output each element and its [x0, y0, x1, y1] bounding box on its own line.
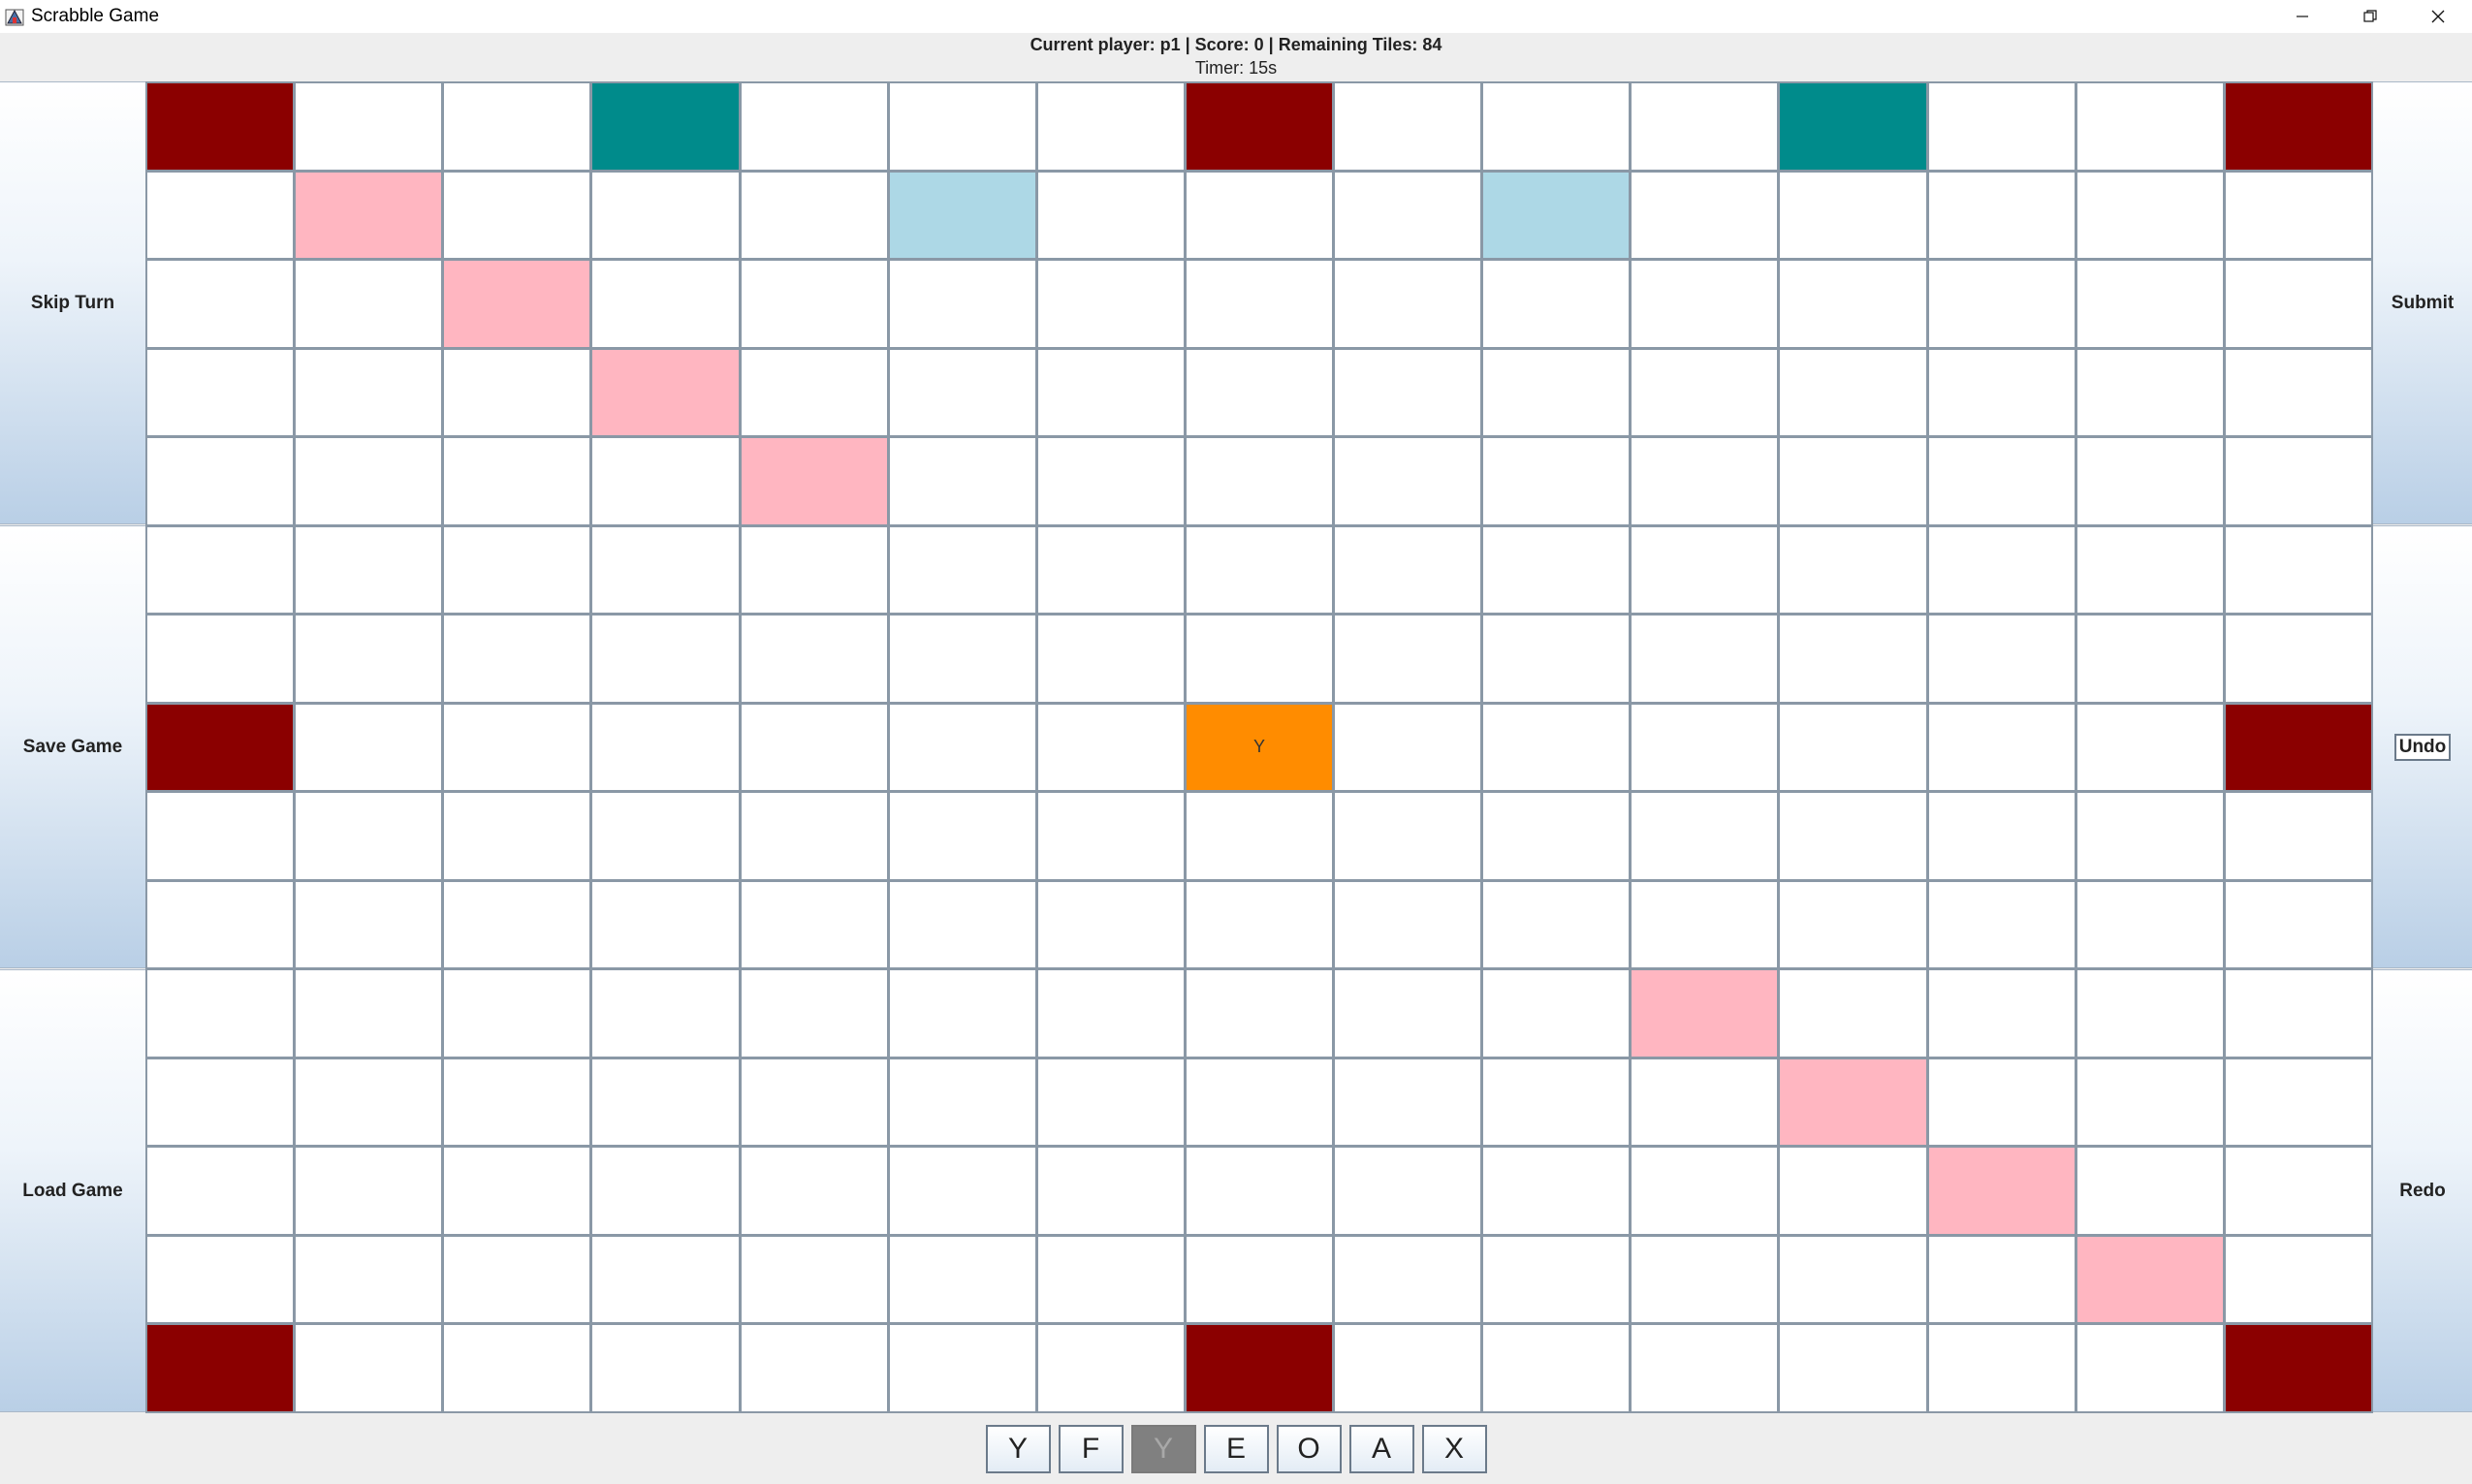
board-cell[interactable]: [1929, 173, 2075, 259]
board-cell[interactable]: [890, 350, 1035, 436]
board-cell[interactable]: [1483, 350, 1629, 436]
board-cell[interactable]: [2077, 616, 2223, 702]
board-cell[interactable]: [1780, 705, 1925, 791]
board-cell[interactable]: [890, 882, 1035, 968]
board-cell[interactable]: [296, 1325, 441, 1411]
triple-word-square[interactable]: [2226, 705, 2371, 791]
board-cell[interactable]: [1483, 1059, 1629, 1146]
undo-button[interactable]: [2373, 525, 2472, 968]
double-word-square[interactable]: [296, 173, 441, 259]
board-cell[interactable]: [296, 1148, 441, 1234]
board-cell[interactable]: [1187, 350, 1332, 436]
placed-tile[interactable]: Y: [1187, 705, 1332, 791]
load-game-button[interactable]: Load Game: [0, 969, 145, 1412]
double-word-square[interactable]: [1632, 970, 1777, 1057]
board-cell[interactable]: [1038, 1325, 1184, 1411]
board-cell[interactable]: [592, 527, 738, 614]
rack-tile[interactable]: A: [1349, 1425, 1414, 1473]
board-cell[interactable]: [890, 616, 1035, 702]
board-cell[interactable]: [1483, 793, 1629, 879]
board-cell[interactable]: [2226, 616, 2371, 702]
board-cell[interactable]: [1632, 882, 1777, 968]
timer-label: Timer: 15s: [1194, 58, 1278, 78]
board-cell[interactable]: [742, 1148, 887, 1234]
board-cell[interactable]: [1483, 1148, 1629, 1234]
rack-tile[interactable]: Y: [986, 1425, 1051, 1473]
board-cell[interactable]: [296, 438, 441, 524]
board-cell[interactable]: [296, 616, 441, 702]
triple-word-square[interactable]: [1187, 83, 1332, 170]
tile-rack: [0, 1413, 2472, 1484]
double-word-square[interactable]: [1929, 1148, 2075, 1234]
board-cell[interactable]: [1929, 1325, 2075, 1411]
left-button-panel: [0, 81, 145, 1413]
double-word-square[interactable]: [742, 438, 887, 524]
board-cell[interactable]: [890, 261, 1035, 347]
board-cell[interactable]: [890, 438, 1035, 524]
board-cell[interactable]: [1780, 616, 1925, 702]
board-cell[interactable]: [1780, 970, 1925, 1057]
board-cell[interactable]: [2077, 1148, 2223, 1234]
board-cell[interactable]: [1632, 705, 1777, 791]
board-cell[interactable]: [296, 1059, 441, 1146]
board-cell[interactable]: [2226, 1148, 2371, 1234]
board-cell[interactable]: [147, 882, 293, 968]
board-cell[interactable]: [1632, 350, 1777, 436]
board-cell[interactable]: [2077, 438, 2223, 524]
board-cell[interactable]: [1780, 261, 1925, 347]
redo-button[interactable]: Redo: [2373, 969, 2472, 1412]
board-cell[interactable]: [444, 705, 589, 791]
board-cell[interactable]: [592, 261, 738, 347]
rack-tile[interactable]: E: [1204, 1425, 1269, 1473]
board-cell[interactable]: [1038, 1059, 1184, 1146]
board-cell[interactable]: [592, 705, 738, 791]
minimize-icon: [2295, 9, 2310, 24]
board-cell[interactable]: [1632, 1237, 1777, 1323]
board-cell[interactable]: [592, 438, 738, 524]
board-cell[interactable]: [147, 793, 293, 879]
triple-word-square[interactable]: [2226, 1325, 2371, 1411]
board-cell[interactable]: [1929, 970, 2075, 1057]
board-cell[interactable]: [1038, 616, 1184, 702]
board-cell[interactable]: [1780, 882, 1925, 968]
board-cell[interactable]: [1038, 350, 1184, 436]
board-cell[interactable]: [1335, 438, 1480, 524]
board-cell[interactable]: [1780, 1237, 1925, 1323]
board-cell[interactable]: [742, 350, 887, 436]
board-cell[interactable]: [1038, 1237, 1184, 1323]
board-cell[interactable]: [742, 173, 887, 259]
board-cell[interactable]: [592, 793, 738, 879]
board-cell[interactable]: [1780, 1148, 1925, 1234]
board-cell[interactable]: [2077, 1325, 2223, 1411]
undo-button-label: Undo: [2394, 734, 2452, 761]
board-cell[interactable]: [890, 1237, 1035, 1323]
board-cell[interactable]: [296, 350, 441, 436]
restore-icon: [2362, 9, 2378, 24]
board-cell[interactable]: [1335, 705, 1480, 791]
board-cell[interactable]: [890, 793, 1035, 879]
board-cell[interactable]: [1038, 793, 1184, 879]
board-cell[interactable]: [742, 882, 887, 968]
board-cell[interactable]: [1335, 1148, 1480, 1234]
board-cell[interactable]: [742, 793, 887, 879]
board-cell[interactable]: [1187, 527, 1332, 614]
rack-tile[interactable]: O: [1277, 1425, 1342, 1473]
board-cell[interactable]: [742, 1325, 887, 1411]
board-cell[interactable]: [296, 1237, 441, 1323]
board-cell[interactable]: [1335, 1059, 1480, 1146]
board-cell[interactable]: [1187, 1059, 1332, 1146]
board-cell[interactable]: [147, 261, 293, 347]
game-board: [145, 81, 2373, 1413]
double-word-square[interactable]: [592, 350, 738, 436]
board-cell[interactable]: [592, 1325, 738, 1411]
board-cell[interactable]: [890, 705, 1035, 791]
board-cell[interactable]: [444, 438, 589, 524]
window-title: Scrabble Game: [31, 6, 160, 26]
board-cell[interactable]: [1483, 527, 1629, 614]
board-cell[interactable]: [444, 882, 589, 968]
board-cell[interactable]: [1929, 705, 2075, 791]
board-cell[interactable]: [147, 616, 293, 702]
minimize-button[interactable]: [2268, 0, 2336, 33]
double-letter-square[interactable]: [890, 173, 1035, 259]
board-cell[interactable]: [1335, 882, 1480, 968]
board-cell[interactable]: [1335, 83, 1480, 170]
board-cell[interactable]: [2077, 83, 2223, 170]
board-cell[interactable]: [890, 1148, 1035, 1234]
board-cell[interactable]: [1483, 882, 1629, 968]
board-cell[interactable]: [1038, 705, 1184, 791]
board-cell[interactable]: [1187, 970, 1332, 1057]
board-cell[interactable]: [1335, 1237, 1480, 1323]
board-cell[interactable]: [296, 882, 441, 968]
board-cell[interactable]: [2226, 1059, 2371, 1146]
board-cell[interactable]: [1483, 705, 1629, 791]
board-cell[interactable]: [1187, 1148, 1332, 1234]
board-cell[interactable]: [1780, 527, 1925, 614]
title-bar: [0, 0, 2472, 33]
board-cell[interactable]: [1038, 438, 1184, 524]
board-cell[interactable]: [2226, 793, 2371, 879]
board-cell[interactable]: [444, 616, 589, 702]
board-cell[interactable]: [2226, 350, 2371, 436]
board-cell[interactable]: [1632, 616, 1777, 702]
board-cell[interactable]: [2226, 1237, 2371, 1323]
board-cell[interactable]: [296, 705, 441, 791]
board-cell[interactable]: [1632, 173, 1777, 259]
board-cell[interactable]: [1335, 616, 1480, 702]
board-cell[interactable]: [1483, 438, 1629, 524]
board-cell[interactable]: [2077, 1059, 2223, 1146]
board-cell[interactable]: [742, 83, 887, 170]
board-cell[interactable]: [890, 1059, 1035, 1146]
board-cell[interactable]: [444, 1148, 589, 1234]
board-cell[interactable]: [592, 173, 738, 259]
triple-word-square[interactable]: [2226, 83, 2371, 170]
board-cell[interactable]: [1483, 970, 1629, 1057]
status-area: [0, 33, 2472, 81]
board-cell[interactable]: [1929, 793, 2075, 879]
board-cell[interactable]: [1483, 1325, 1629, 1411]
board-cell[interactable]: [742, 616, 887, 702]
board-cell[interactable]: [147, 970, 293, 1057]
submit-button[interactable]: Submit: [2373, 81, 2472, 524]
board-cell[interactable]: [1335, 1325, 1480, 1411]
board-cell[interactable]: [1780, 438, 1925, 524]
board-cell[interactable]: [1335, 173, 1480, 259]
board-cell[interactable]: [742, 1059, 887, 1146]
board-cell[interactable]: [2077, 970, 2223, 1057]
board-cell[interactable]: [1187, 173, 1332, 259]
board-cell[interactable]: [1187, 438, 1332, 524]
board-cell[interactable]: [890, 970, 1035, 1057]
board-cell[interactable]: [890, 527, 1035, 614]
right-button-panel: [2373, 81, 2472, 1413]
status-line: Current player: p1 | Score: 0 | Remaining Tiles: 84: [1030, 35, 1442, 54]
board-cell[interactable]: [444, 83, 589, 170]
double-word-square[interactable]: [2077, 1237, 2223, 1323]
board-cell[interactable]: [1187, 261, 1332, 347]
board-cell[interactable]: [742, 261, 887, 347]
board-cell[interactable]: [1632, 1325, 1777, 1411]
board-cell[interactable]: [444, 1059, 589, 1146]
board-cell[interactable]: [444, 350, 589, 436]
rack-tile[interactable]: X: [1422, 1425, 1487, 1473]
board-cell[interactable]: [1632, 438, 1777, 524]
board-cell[interactable]: [1632, 1148, 1777, 1234]
board-cell[interactable]: [1038, 882, 1184, 968]
board-cell[interactable]: [592, 616, 738, 702]
board-cell[interactable]: [1632, 261, 1777, 347]
board-cell[interactable]: [444, 527, 589, 614]
board-cell[interactable]: [1780, 1325, 1925, 1411]
board-cell[interactable]: [1929, 882, 2075, 968]
board-cell[interactable]: [742, 1237, 887, 1323]
triple-word-square[interactable]: [147, 1325, 293, 1411]
board-cell[interactable]: [2077, 793, 2223, 879]
board-cell[interactable]: [2077, 350, 2223, 436]
board-cell[interactable]: [1038, 970, 1184, 1057]
board-cell[interactable]: [2077, 882, 2223, 968]
board-cell[interactable]: [296, 261, 441, 347]
rack-tile[interactable]: Y: [1131, 1425, 1196, 1473]
board-cell[interactable]: [890, 1325, 1035, 1411]
board-cell[interactable]: [1483, 616, 1629, 702]
board-cell[interactable]: [444, 793, 589, 879]
skip-turn-button[interactable]: Skip Turn: [0, 81, 145, 524]
board-cell[interactable]: [1632, 83, 1777, 170]
board-cell[interactable]: [1929, 438, 2075, 524]
board-cell[interactable]: [444, 970, 589, 1057]
board-cell[interactable]: [1483, 83, 1629, 170]
board-cell[interactable]: [2226, 527, 2371, 614]
board-cell[interactable]: [1632, 793, 1777, 879]
board-cell[interactable]: [1187, 1237, 1332, 1323]
board-cell[interactable]: [742, 705, 887, 791]
triple-letter-square[interactable]: [592, 83, 738, 170]
double-letter-square[interactable]: [1483, 173, 1629, 259]
board-cell[interactable]: [2226, 438, 2371, 524]
board-cell[interactable]: [742, 527, 887, 614]
triple-word-square[interactable]: [147, 83, 293, 170]
scrabble-app-icon: [4, 6, 25, 27]
board-cell[interactable]: [1038, 83, 1184, 170]
board-cell[interactable]: [1929, 616, 2075, 702]
board-cell[interactable]: [444, 1325, 589, 1411]
board-cell[interactable]: [296, 970, 441, 1057]
board-cell[interactable]: [1335, 793, 1480, 879]
board-cell[interactable]: [742, 970, 887, 1057]
double-word-square[interactable]: [444, 261, 589, 347]
board-cell[interactable]: [1929, 350, 2075, 436]
close-button[interactable]: [2404, 0, 2472, 33]
board-cell[interactable]: [1780, 350, 1925, 436]
board-cell[interactable]: [1187, 793, 1332, 879]
board-cell[interactable]: [1929, 83, 2075, 170]
board-cell[interactable]: [1632, 1059, 1777, 1146]
board-cell[interactable]: [1929, 261, 2075, 347]
board-cell[interactable]: [2077, 527, 2223, 614]
board-cell[interactable]: [1038, 173, 1184, 259]
rack-tile[interactable]: F: [1059, 1425, 1124, 1473]
save-game-button[interactable]: Save Game: [0, 525, 145, 968]
board-cell[interactable]: [592, 1148, 738, 1234]
board-cell[interactable]: [1187, 616, 1332, 702]
board-cell[interactable]: [1038, 261, 1184, 347]
board-cell[interactable]: [1929, 1237, 2075, 1323]
board-cell[interactable]: [1483, 1237, 1629, 1323]
board-cell[interactable]: [1335, 350, 1480, 436]
board-cell[interactable]: [147, 1148, 293, 1234]
board-cell[interactable]: [2226, 173, 2371, 259]
triple-letter-square[interactable]: [1780, 83, 1925, 170]
board-cell[interactable]: [592, 1237, 738, 1323]
board-cell[interactable]: [147, 527, 293, 614]
board-cell[interactable]: [592, 882, 738, 968]
board-cell[interactable]: [1780, 793, 1925, 879]
board-cell[interactable]: [1335, 527, 1480, 614]
board-cell[interactable]: [147, 1059, 293, 1146]
board-cell[interactable]: [1187, 882, 1332, 968]
board-cell[interactable]: [296, 527, 441, 614]
board-cell[interactable]: [2226, 970, 2371, 1057]
board-cell[interactable]: [147, 438, 293, 524]
board-cell[interactable]: [296, 83, 441, 170]
board-cell[interactable]: [1335, 261, 1480, 347]
maximize-button[interactable]: [2336, 0, 2404, 33]
board-cell[interactable]: [592, 1059, 738, 1146]
board-cell[interactable]: [1335, 970, 1480, 1057]
board-cell[interactable]: [2077, 261, 2223, 347]
board-cell[interactable]: [444, 173, 589, 259]
board-cell[interactable]: [1038, 1148, 1184, 1234]
triple-word-square[interactable]: [147, 705, 293, 791]
board-cell[interactable]: [147, 173, 293, 259]
board-cell[interactable]: [444, 1237, 589, 1323]
board-cell[interactable]: [1929, 1059, 2075, 1146]
board-cell[interactable]: [147, 1237, 293, 1323]
board-cell[interactable]: [890, 83, 1035, 170]
board-cell[interactable]: [296, 793, 441, 879]
board-cell[interactable]: [147, 350, 293, 436]
board-cell[interactable]: [2077, 173, 2223, 259]
board-cell[interactable]: [2226, 261, 2371, 347]
board-cell[interactable]: [2077, 705, 2223, 791]
board-cell[interactable]: [1780, 173, 1925, 259]
double-word-square[interactable]: [1780, 1059, 1925, 1146]
close-icon: [2430, 9, 2446, 24]
board-cell[interactable]: [592, 970, 738, 1057]
board-cell[interactable]: [1632, 527, 1777, 614]
board-cell[interactable]: [1038, 527, 1184, 614]
board-cell[interactable]: [1929, 527, 2075, 614]
triple-word-square[interactable]: [1187, 1325, 1332, 1411]
board-cell[interactable]: [1483, 261, 1629, 347]
board-cell[interactable]: [2226, 882, 2371, 968]
